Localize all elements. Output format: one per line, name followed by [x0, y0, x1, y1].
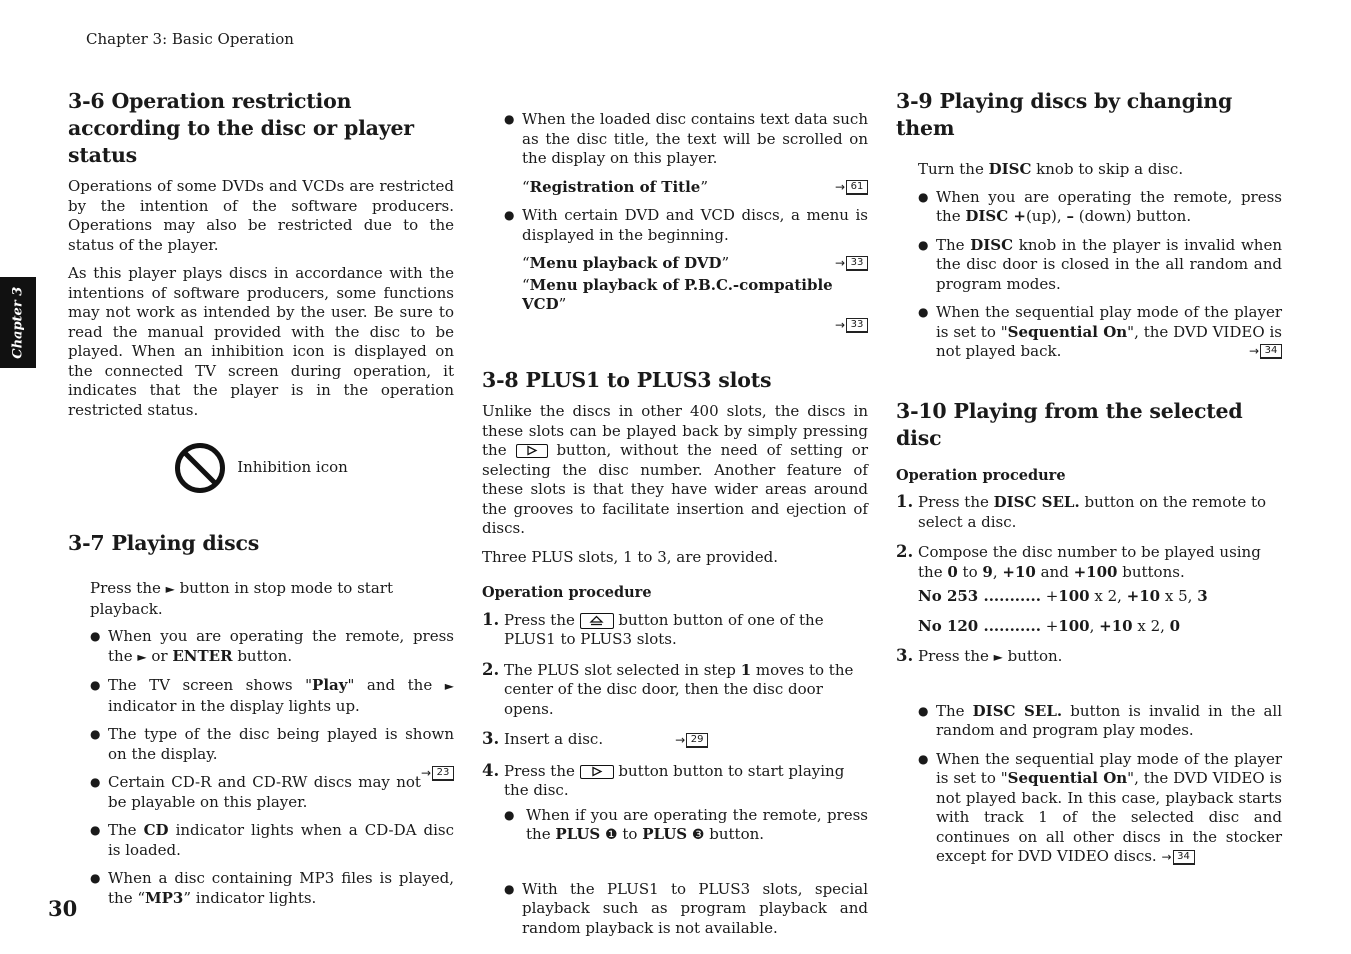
reference-title: Registration of Title: [529, 177, 701, 196]
arrow-icon: →: [834, 179, 845, 194]
book-icon: 34: [1260, 344, 1282, 359]
section-number: 3-7: [68, 531, 105, 555]
list-item: ● With certain DVD and VCD discs, a menu is displayed in the beginning.: [504, 206, 868, 245]
play-icon: ►: [137, 649, 147, 664]
reference-row: “Menu playback of P.B.C.-compatible VCD” → 33: [522, 276, 868, 336]
book-icon: 29: [686, 733, 708, 748]
book-icon: 23: [432, 766, 454, 781]
list-item: ● When a disc containing MP3 files is played, the “MP3” indicator lights.: [90, 869, 454, 908]
step-item: 2. Compose the disc number to be played using the 0 to 9, +10 and +100 buttons. No 253 ........... +100 x 2, +10 x 5, 3 No 120 ........... +100, +10 x 2, 0: [896, 543, 1282, 636]
section-3-8-heading: [482, 367, 868, 394]
step-item: 2. The PLUS slot selected in step 1 moves to the center of the disc door, then the disc door opens.: [482, 659, 854, 718]
paragraph: Three PLUS slots, 1 to 3, are provided.: [482, 547, 778, 566]
section-number: 3-6: [68, 89, 105, 113]
book-icon: 61: [846, 180, 868, 195]
circled-one-icon: ❶: [605, 827, 618, 843]
section-title: PLUS1 to PLUS3 slots: [525, 368, 772, 392]
step-list: [482, 611, 868, 846]
page-reference: [835, 254, 868, 274]
example-line: No 253 ........... +100 x 2, +10 x 5, 3: [918, 587, 1208, 605]
bullet-list: [504, 206, 868, 245]
book-icon: 33: [846, 256, 868, 271]
list-item: ● When you are operating the remote, press the DISC +(up), – (down) button.: [918, 188, 1282, 227]
play-icon: ►: [444, 679, 454, 693]
arrow-icon: →: [675, 733, 686, 747]
list-item: ● When the sequential play mode of the player is set to "Sequential On", the DVD VIDEO is not played back. → 34: [918, 303, 1282, 362]
play-button-icon: [580, 765, 614, 779]
step-item: 1. Press the button button of one of the PLUS1 to PLUS3 slots.: [482, 609, 824, 648]
operation-procedure-label: Operation procedure: [482, 584, 652, 601]
reference-title: Menu playback of DVD: [529, 254, 722, 272]
column-left: [68, 88, 454, 917]
column-right: [896, 88, 1282, 877]
page-reference: [1249, 342, 1282, 362]
arrow-icon: →: [1161, 850, 1172, 864]
column-middle: [482, 110, 868, 947]
book-icon: 33: [846, 318, 868, 333]
reference-row: “Registration of Title” → 61: [522, 178, 868, 198]
list-item: ● When if you are operating the remote, press the PLUS ❶ to PLUS ❸ button.: [504, 806, 868, 846]
example-line: No 120 ........... +100, +10 x 2, 0: [918, 616, 1181, 635]
play-icon: ►: [993, 650, 1003, 664]
section-title: Playing discs: [111, 531, 260, 555]
paragraph: Unlike the discs in other 400 slots, the discs in these slots can be played back by simply pressing the button, without the need of setting or selecting the disc number. Another feature of these slots is that they have wider areas around the grooves to facilitate insertion and ejection of discs.: [482, 402, 868, 537]
page-reference: [1161, 848, 1194, 868]
list-item: ● Certain CD-R and CD-RW discs may not be playable on this player.: [90, 773, 454, 812]
step-item: 1. Press the DISC SEL. button on the remote to select a disc.: [896, 492, 1267, 531]
list-item: ● The DISC SEL. button is invalid in the all random and program play modes.: [918, 702, 1282, 741]
section-3-10-heading: [896, 398, 1282, 452]
inhibition-icon: [174, 442, 226, 494]
paragraph: Turn the DISC knob to skip a disc.: [918, 160, 1184, 178]
arrow-icon: →: [420, 765, 431, 780]
inhibition-icon-caption: Inhibition icon: [237, 458, 348, 477]
bullet-list: [918, 188, 1282, 362]
page-reference: [835, 178, 868, 198]
reference-row: “Menu playback of DVD” → 33: [522, 254, 868, 274]
inhibition-figure: [68, 442, 454, 494]
paragraph: As this player plays discs in accordance with the intentions of software producers, some functions may not work as intended by the user. Be sure to read the manual provided with the disc to be played. When an inhibition icon is displayed on the connected TV screen during operation, it indicates that the player is in the operation restricted status.: [68, 264, 454, 419]
section-title: Playing discs by changing them: [896, 89, 1233, 140]
section-3-6-heading: [68, 88, 454, 169]
page-reference: [675, 731, 708, 751]
section-number: 3-9: [896, 89, 933, 113]
section-number: 3-8: [482, 368, 519, 392]
page-number: 30: [48, 896, 78, 921]
operation-procedure-label: Operation procedure: [896, 466, 1066, 484]
list-item: ● When the sequential play mode of the player is set to "Sequential On", the DVD VIDEO is not played back. In this case, playback starts with track 1 of the selected disc and continues on all other discs in the stocker except for DVD VIDEO discs. → 34: [918, 750, 1282, 868]
step-item: 4. Press the button button to start playing the disc. ● When if you are operating the remote, press the PLUS ❶ to PLUS ❸ button.: [482, 762, 868, 846]
list-item: ● When you are operating the remote, press the ► or ENTER button.: [90, 627, 454, 667]
eject-button-icon: [580, 613, 614, 629]
section-3-9-heading: [896, 88, 1282, 142]
list-item: ● The TV screen shows "Play" and the ► indicator in the display lights up.: [90, 676, 454, 716]
step-item: 3. Press the ► button.: [896, 646, 1063, 665]
list-item: ● The type of the disc being played is shown on the display. → 23: [90, 725, 454, 764]
arrow-icon: →: [1248, 344, 1259, 358]
book-icon: 34: [1173, 850, 1195, 865]
section-3-7-heading: [68, 530, 454, 557]
step-list: [896, 493, 1282, 668]
list-item: ● When the loaded disc contains text data such as the disc title, the text will be scrolled on the display on this player.: [504, 110, 868, 169]
chapter-tab-label: Chapter 3: [10, 286, 26, 359]
chapter-side-tab: [0, 277, 36, 368]
running-head: Chapter 3: Basic Operation: [86, 30, 294, 48]
bullet-list: [504, 880, 868, 939]
list-item: ● The CD indicator lights when a CD-DA disc is loaded.: [90, 821, 454, 860]
list-item: ● The DISC knob in the player is invalid when the disc door is closed in the all random and program modes.: [918, 236, 1282, 295]
section-title: Operation restriction according to the disc or player status: [68, 89, 414, 167]
circled-three-icon: ❸: [691, 827, 705, 843]
bullet-list: [504, 110, 868, 169]
play-button-icon: [516, 444, 548, 458]
section-number: 3-10: [896, 398, 947, 423]
reference-title: Menu playback of P.B.C.-compatible VCD: [522, 275, 833, 313]
paragraph: Operations of some DVDs and VCDs are restricted by the intention of the software producers. Operations may also be restricted due to the status of the player.: [68, 177, 454, 254]
paragraph: Press the ► button in stop mode to start playback.: [90, 579, 393, 618]
step-item: 3. Insert a disc. → 29: [482, 730, 868, 751]
arrow-icon: →: [834, 317, 845, 332]
page-reference: [835, 316, 868, 336]
list-item: ● With the PLUS1 to PLUS3 slots, special playback such as program playback and random playback is not available.: [504, 880, 868, 939]
play-icon: ►: [165, 582, 175, 596]
arrow-icon: →: [834, 256, 845, 270]
sub-bullet-list: [504, 806, 868, 846]
section-title: Playing from the selected disc: [896, 398, 1243, 450]
bullet-list: [918, 702, 1282, 868]
bullet-list: [90, 627, 454, 908]
